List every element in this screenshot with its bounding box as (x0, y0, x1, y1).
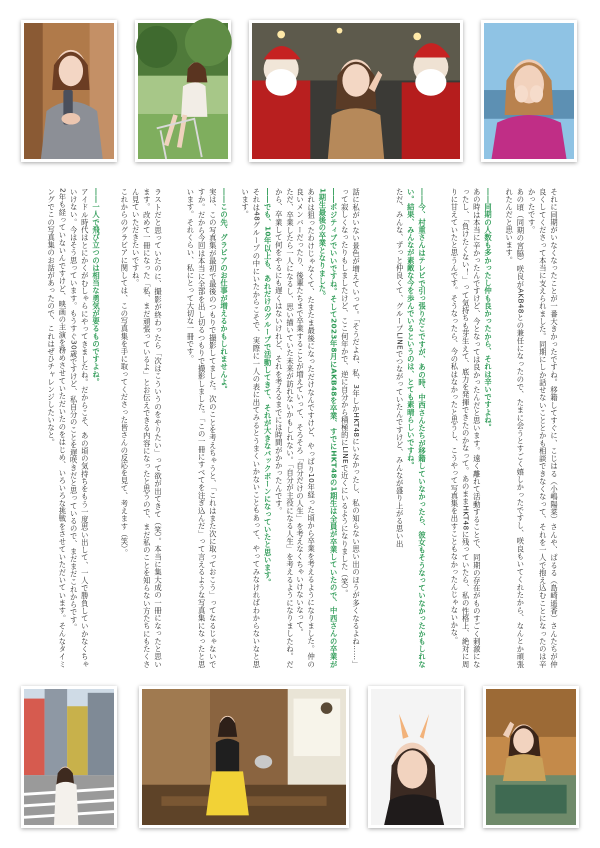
text-column-8 (40, 188, 102, 668)
paragraph: ただ、みんな、ずっと仲良くて、グループLINEでつながっていたんですけど、みんなが盛り上がる思い出 (395, 188, 405, 548)
photo-bottom-3 (368, 686, 464, 828)
paragraph: あの時は本当に辛かったんですけど、今となっては良かったんだと思います。遠く離れて活動することで、同期の存在がものすごく刺激になったし、「負けたくない！」って気持ちも芽生えて、底力を発揮できたのかなって。あのままHKT48に残っていたら、私の性格上、絶対に周りに甘えていたと思うんです。そうなったら、今の私はなかったと思うし、こうやって写真集を出すこともなかったんじゃないかな。 (450, 188, 482, 668)
photo-top-2-image (138, 23, 228, 159)
text-column-2 (430, 188, 494, 668)
interview-question: ――同期の人数も多かったし仲も良かったから、それは辛いですよね。 (484, 188, 493, 432)
photo-bottom-2-image (142, 689, 346, 825)
text-column-5 (232, 188, 296, 668)
interview-question: ――この先、グラビアのお仕事が増えるかもしれませんよ。 (220, 188, 229, 394)
interview-question: ――一人で飛び立つのは相当な勇気が要るものですよね。 (92, 188, 101, 386)
photo-bottom-3-image (371, 689, 461, 825)
photo-top-1-image (24, 23, 114, 159)
photo-bottom-1-image (24, 689, 114, 825)
photo-top-3-image (252, 23, 460, 159)
photo-bottom-2 (139, 686, 349, 828)
photo-top-4-image (484, 23, 574, 159)
paragraph: アイドル時代はとにかくがむしゃらにやってきましたね。だからこそ、あの頃の気持ちをもう一度思い出して、一人で勝負していかなくちゃいけない。今はそう思っています。もうすぐ30歳ですけど、私自分のことを遅咲きだと思っているので、まだまだこれからです。 (69, 188, 90, 668)
paragraph: 実は、この写真集が最初で最後のつもりで撮影してました。次のことを考えちゃうと、「これはまた次に取っておこう」ってなるじゃないですか。だから今回は本当に全部を出し切るつもりで撮影しました。「この一冊にすべてを注ぎ込んだ」って言えるような写真集になったと思います。それくらい、私にとって大切な一冊です。 (186, 188, 218, 668)
interview-question: ――ポジティブでいいですね。そして2023年8月にAKB48を卒業、すでにHKT48の1期生は全員が卒業していたので、中西さんの卒業が1期生最後の卒業となりました。 (318, 188, 339, 668)
photo-top-4 (481, 20, 577, 162)
photo-bottom-4-image (486, 689, 576, 825)
photo-top-3 (249, 20, 463, 162)
article-text (40, 188, 560, 668)
paragraph: あの頃（同期の宮脇）咲良がAKB48との兼任になったので、たまに会うとすごく嬉しかったですし、咲良もいてくれたから、なんとか頑張れたんだと思います。 (505, 188, 526, 668)
paragraph: ただ、卒業したら一人になるし、思い描いていた未来が訪れないかもしれない。「自分が主役になる人生」を考えるようになりましたね。だから、卒業して何をやるにも遅くはないけれど、それを考えるまでには時間がかかったんです。 (274, 188, 295, 668)
paragraph: ラストだと思っていたのに、撮影が終わったら「次はこういうのをやりたい」って欲が出てきて（笑）。本当に集大成の一冊になったと思います。改めて一冊になった「私、まだ頑張っているよ」とお伝えできる内容になったと思うので、まだ私のことを知らない方たちにもたくさん見ていただきたいですね。 (131, 188, 163, 668)
paragraph: 話に私がいない景色が増えていって。「そうだよね、私、3年しかHKT48にいなかったし、私の知らない思い出のほうが多くなるよね……」って寂しくなったりもしましたけど、ここ何年かで、逆に自分から積極的にLINEで近くにいるようになりました（笑）。 (340, 188, 361, 668)
photo-bottom-4 (483, 686, 579, 828)
paragraph: それは48グループの中にいたからこそで、実際に一人の表に出てみるとうまくいかないこともあって、やってみなければわからないなと思います。 (241, 188, 262, 668)
photo-bottom-1 (21, 686, 117, 828)
paragraph: あれは狙ったわけじゃなくて、たまたま最後になっただけなんですけど、やっぱり10年経った頃から卒業を考えるようになりました。仲の良いメンバーだったり、後輩たちまで卒業することが増えていって、そろそろ「自分だけの人生」を考えなくちゃいけないなって。 (295, 188, 317, 668)
photo-top-2 (135, 20, 231, 162)
text-column-7 (104, 188, 164, 668)
paragraph: 2年も経っていないんですけど、映画の主演を務めさせていただいたのをはじめ、いろいろな挑戦をさせていただいています。そんなタイミングでこの写真集のお話があったので、これはぜひチャレンジしたいなと。 (47, 188, 68, 668)
text-column-6 (166, 188, 230, 668)
interview-question: ――でも、10年以上も、あれだけのグループで活動してきて、それが大きなバックボーンになっていたと思います。 (263, 188, 273, 587)
interview-question: ――今、村重さんはテレビで引っ張りだこですが、あの時、中西さんたちが移籍していなかったら、彼女もそうなっていなかったかもしれない。結果、みんなが素敵な今を歩んでいるというのは、とても素晴らしいですね。 (406, 188, 427, 668)
text-column-4 (295, 188, 362, 668)
text-column-3 (364, 188, 428, 668)
text-column-1 (496, 188, 560, 668)
paragraph: それに同期がいなくなったことが一番大きかったですね。移籍してすぐに、こじはる（小嶋陽菜）さんや、ぱるる（島崎遥香）さんたちが仲良くしてくださって本当に支えられました。同期にしか話せないこととかも相談できなくなって、それを一人で抱え込むことになったのは辛かったです。 (527, 188, 559, 668)
photo-top-1 (21, 20, 117, 162)
paragraph: これからのグラビアに関しては、この写真集を手に取ってくださった皆さんの反応を見て、考えます（笑）。 (120, 188, 130, 557)
